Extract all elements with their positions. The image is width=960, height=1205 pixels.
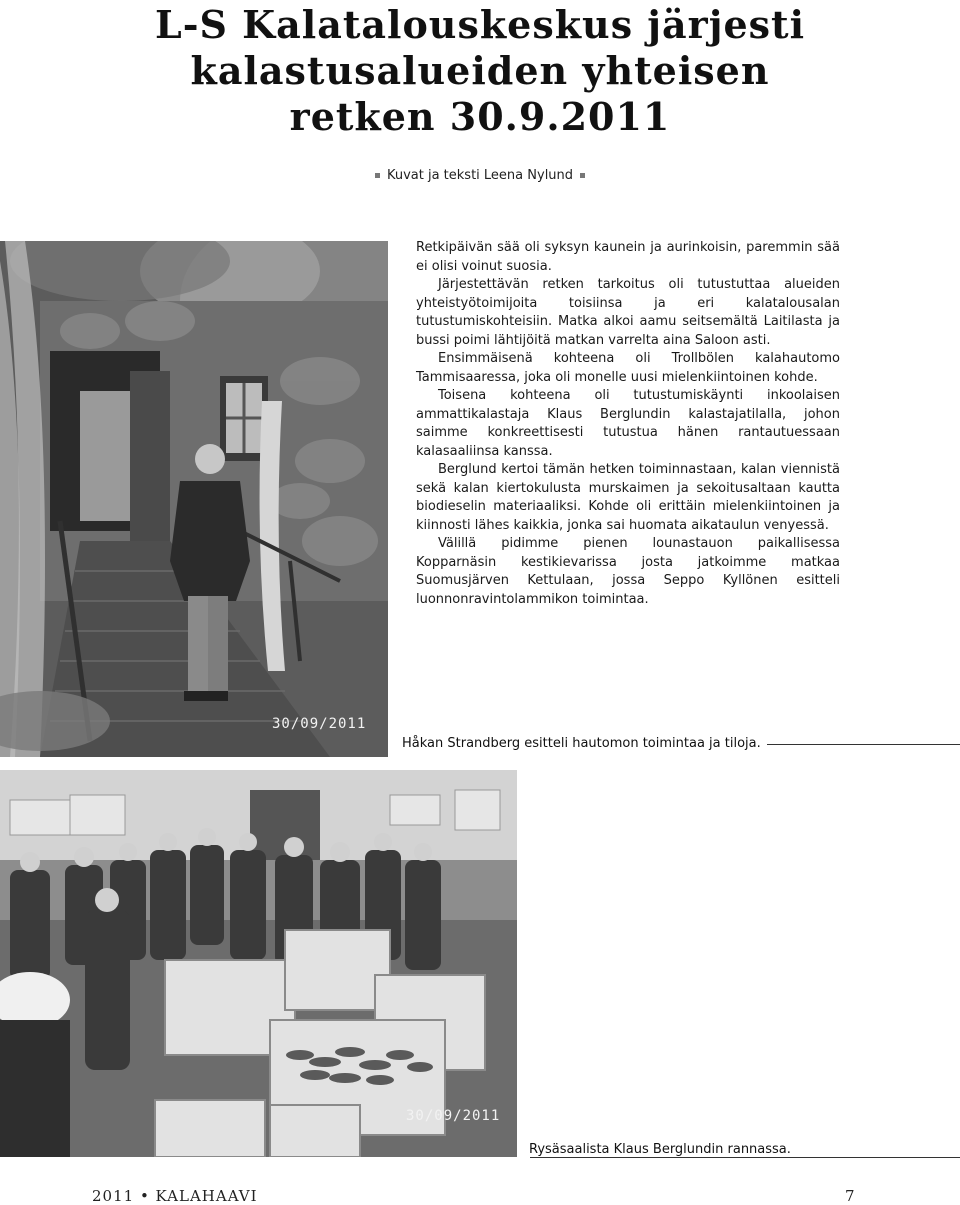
photo-hatchery-illustration	[0, 241, 388, 757]
photo-catch	[0, 770, 517, 1157]
article-title: L-S Kalatalouskeskus järjesti kalastusalueiden yhteisen retken 30.9.2011	[154, 2, 806, 139]
paragraph: Berglund kertoi tämän hetken toiminnastaan, kalan viennistä sekä kalan kiertokulusta murskaimen ja sekoitusaltaan kautta biodieselin materiaaliksi. Kohde oli erittäin mielenkiintoinen ja kiinnosti lähes kaikkia, jonka sai huomata aikataulun venyessä.	[416, 462, 840, 533]
caption-rule	[530, 1157, 960, 1158]
byline-text: Kuvat ja teksti Leena Nylund	[386, 168, 574, 183]
bullet-square-icon	[580, 173, 585, 178]
paragraph: Ensimmäisenä kohteena oli Trollbölen kalahautomo Tammisaaressa, joka oli monelle uusi mielenkiintoinen kohde.	[416, 351, 840, 385]
paragraph: Retkipäivän sää oli syksyn kaunein ja aurinkoisin, paremmin sää ei olisi voinut suosia.	[416, 240, 840, 274]
photo-hatchery	[0, 241, 388, 757]
photo-date-stamp: 30/09/2011	[406, 1108, 501, 1124]
article-body	[416, 239, 840, 609]
paragraph: Järjestettävän retken tarkoitus oli tutustuttaa alueiden yhteistyötoimijoita toisiinsa ja eri kalatalousalan tutustumiskohteisiin. Matka alkoi aamu seitsemältä Laitilasta ja bussi poimi lähtijöitä matkan varrelta aina Saloon asti.	[416, 277, 840, 348]
footer-issue: 2011 • KALAHAAVI	[92, 1187, 258, 1205]
page-number: 7	[845, 1187, 855, 1205]
paragraph: Välillä pidimme pienen lounastauon paikallisessa Kopparnäsin kestikievarissa josta jatkoimme matkaa Suomusjärven Kettulaan, jossa Seppo Kyllönen esitteli luonnonravintolammikon toimintaa.	[416, 536, 840, 607]
photo-date-stamp: 30/09/2011	[272, 716, 367, 732]
paragraph: Toisena kohteena oli tutustumiskäynti inkoolaisen ammattikalastaja Klaus Berglundin kalastajatilalla, johon saimme konkreettisesti tutustua hänen rantautuessaan kalasaaliinsa kanssa.	[416, 388, 840, 459]
byline	[0, 168, 960, 183]
photo-caption: Håkan Strandberg esitteli hautomon toimintaa ja tiloja.	[402, 736, 767, 751]
bullet-square-icon	[375, 173, 380, 178]
photo-catch-illustration	[0, 770, 517, 1157]
photo-caption: Rysäsaalista Klaus Berglundin rannassa.	[529, 1142, 797, 1157]
